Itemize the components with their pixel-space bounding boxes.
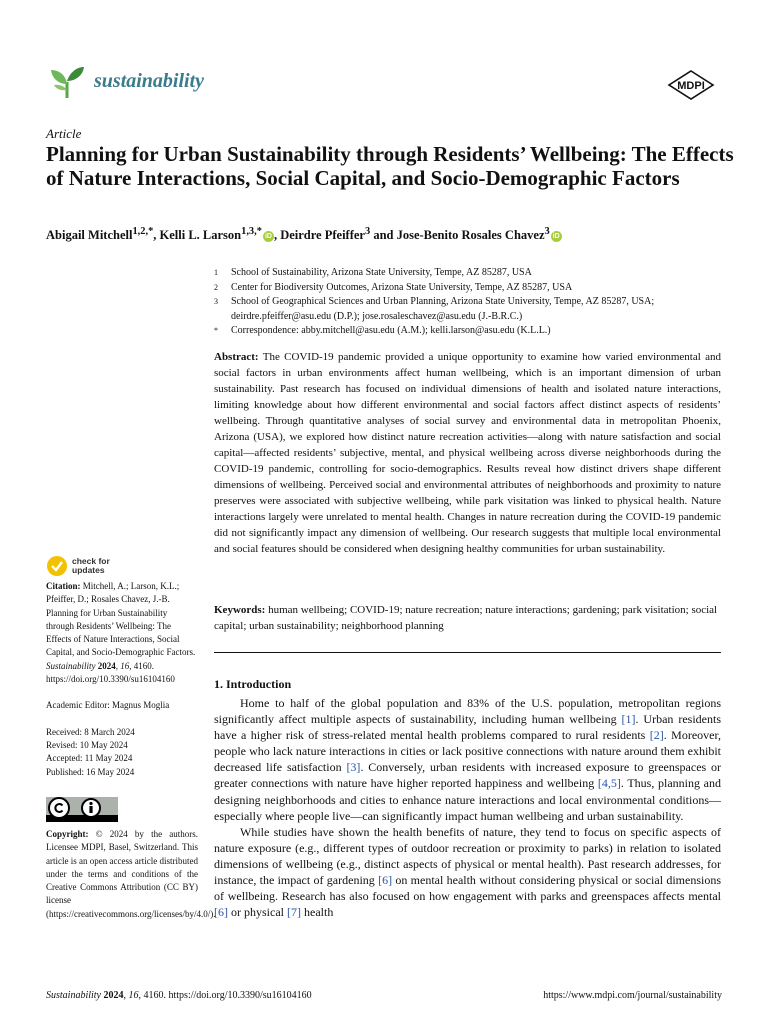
author-name: Abigail Mitchell (46, 228, 133, 243)
copyright-label: Copyright: (46, 829, 89, 839)
date-revised: Revised: 10 May 2024 (46, 739, 128, 750)
introduction-body (214, 695, 721, 920)
author-affiliation-marks: 1,2,* (132, 226, 154, 237)
keywords-text: human wellbeing; COVID-19; nature recreation; nature interactions; gardening; park visitation; social capital; urban sustainability; neighborhood planning (214, 604, 718, 632)
check-updates-line2: updates (72, 565, 105, 575)
author-list: Abigail Mitchell$^{1,2,*}$, Kelli L. Larson$^{1,3,*}$ iD , Deirdre Pfeiffer$^3$ and Jose-Benito Rosales Chavez$^3$ iD (46, 226, 560, 243)
footer-year: 2024 (103, 990, 124, 1001)
citation-link[interactable]: [3] (346, 760, 361, 775)
check-for-updates-badge[interactable] (46, 555, 110, 577)
citation-link[interactable]: [6] (378, 873, 393, 888)
citation: Citation: Mitchell, A.; Larson, K.L.; Pfeiffer, D.; Rosales Chavez, J.-B. Planning for Urban Sustainability through Residents’ Wellbeing: The Effects of Nature Interactions, Social Capital, and Socio-Demographic Factors. Sustainability 2024, 16, 4160. https://doi.org/10.3390/su16104160 (46, 581, 196, 685)
orcid-icon[interactable]: iD (552, 232, 560, 240)
check-updates-icon (46, 555, 68, 577)
copyright-text: © 2024 by the authors. Licensee MDPI, Basel, Switzerland. This article is an open access article distributed under the terms and conditions of the Creative Commons Attribution (CC BY) license (https://creativecommons.org/licenses/by/4.0/). (46, 829, 216, 919)
date-published: Published: 16 May 2024 (46, 766, 135, 777)
author-affiliation-marks: 1,3,* (241, 226, 262, 237)
citation-doi[interactable]: , 4160. https://doi.org/10.3390/su16104160 (46, 660, 175, 685)
affiliation-mark: * (214, 326, 218, 335)
affiliation-mark: 3 (214, 297, 218, 306)
section-divider (214, 652, 721, 653)
date-accepted: Accepted: 11 May 2024 (46, 753, 133, 764)
affiliation-text: Correspondence: abby.mitchell@asu.edu (A.M.); kelli.larson@asu.edu (K.L.L.) (231, 325, 551, 336)
affiliation-text: School of Sustainability, Arizona State University, Tempe, AZ 85287, USA (231, 267, 532, 278)
keywords (214, 602, 721, 634)
footer-journal-url[interactable]: https://www.mdpi.com/journal/sustainability (543, 990, 722, 1001)
author-affiliation-marks: 3 (544, 226, 550, 237)
cc-by-license-icon[interactable] (46, 797, 118, 822)
affiliation-text: School of Geographical Sciences and Urban Planning, Arizona State University, Tempe, AZ 85287, USA; deirdre.pfeiffer@asu.edu (D.P.); jose.rosaleschavez@asu.edu (J.-B.R.C.) (231, 296, 655, 322)
citation-year: 2024 (97, 660, 116, 671)
footer-volume: 16 (128, 990, 139, 1001)
citation-link[interactable]: [6] (214, 905, 228, 920)
citation-label: Citation: (46, 581, 81, 591)
author-name: Jose-Benito Rosales Chavez (396, 228, 545, 243)
affiliation-item (214, 266, 724, 281)
citation-text: Mitchell, A.; Larson, K.L.; Pfeiffer, D.; Rosales Chavez, J.-B. Planning for Urban Sustainability through Residents’ Wellbeing: The Effects of Nature Interactions, Social Capital, and Socio-Demographic Factors. (46, 581, 196, 658)
copyright-notice (46, 828, 216, 921)
citation-volume: 16 (120, 660, 130, 671)
sprout-logo-icon (48, 62, 86, 100)
keywords-label: Keywords: (214, 604, 266, 616)
journal-name[interactable]: sustainability (94, 69, 205, 92)
abstract-text: The COVID-19 pandemic provided a unique opportunity to examine how varied environmental and social factors in urban environments affect human wellbeing, which is an important dimension of urban sustainability. Past research has focused on individual dimensions of health and isolated nature interactions, limiting knowledge about how different environmental and social factors affect distinct aspects of residents’ wellbeing. Through quantitative analyses of social survey and environmental data in metropolitan Phoenix, Arizona (USA), we explored how distinct nature recreation activities—along with nature satisfaction and social capital—affected residents’ subjective, mental, and physical wellbeing across diverse neighborhoods during the COVID-19 pandemic, controlling for socio-demographics. Results reveal how distinct drivers shape different dimensions of wellbeing. Perceived social and environmental attributes of neighborhoods and proximity to nature preserves were associated with subjective wellbeing, while park visitation was linked to physical health. Nature interactions largely were unrelated to mental health. Changes in nature recreation during the COVID-19 pandemic did not significantly impact any dimension of wellbeing. Our research suggests that multiple local environmental and social features should be considered when designing healthy communities for urban sustainability. (214, 351, 721, 555)
affiliations (214, 266, 724, 339)
footer-citation: Sustainability 2024, 16, 4160. https://doi.org/10.3390/su16104160 (46, 990, 312, 1001)
publisher-logo-text: MDPI (677, 80, 705, 92)
affiliation-text: Center for Biodiversity Outcomes, Arizona State University, Tempe, AZ 85287, USA (231, 281, 573, 293)
abstract (214, 349, 721, 557)
paper-title: Planning for Urban Sustainability through Residents’ Wellbeing: The Effects of Nature Interactions, Social Capital, and Socio-Demographic Factors (46, 142, 734, 190)
citation-link[interactable]: [4,5] (597, 776, 621, 791)
citation-link[interactable]: [2] (649, 728, 664, 743)
affiliation-mark: 2 (214, 282, 218, 292)
author-affiliation-marks: 3 (364, 226, 371, 237)
mdpi-logo-icon[interactable] (667, 70, 715, 100)
article-type: Article (46, 126, 82, 141)
check-updates-line1: check for (72, 556, 110, 566)
journal-header (48, 62, 204, 100)
author-name: Deirdre Pfeiffer (280, 228, 365, 243)
citation-link[interactable]: [7] (287, 905, 301, 920)
body-paragraph: Home to half of the global population and 83% of the U.S. population, metropolitan regions significantly affect multiple aspects of sustainability, including human wellbeing [1]. Urban residents have a higher risk of stress-related mental health problems compared to rural residents [2]. Moreover, people who lack nature interactions in cities or lack positive connections with nature around them exhibit decreased life satisfaction [3]. Conversely, urban residents with increased exposure to greenspaces or greater connections with nature have higher reported happiness and wellbeing [4,5]. Thus, planning and designing neighborhoods and cities to enhance nature interactions and local environmental conditions—especially where people live—can significantly impact human wellbeing and urban sustainability. (214, 696, 722, 823)
date-received: Received: 8 March 2024 (46, 726, 135, 737)
academic-editor: Academic Editor: Magnus Moglia (46, 700, 170, 711)
author-name: Kelli L. Larson (159, 228, 242, 243)
abstract-label: Abstract: (214, 351, 259, 363)
affiliation-mark: 1 (214, 268, 218, 277)
sidebar-info (46, 580, 196, 779)
affiliation-item (214, 281, 724, 296)
section-heading: 1. Introduction (214, 677, 292, 691)
orcid-icon[interactable]: iD (264, 232, 272, 240)
affiliation-item (214, 324, 724, 339)
footer-journal: Sustainability (46, 990, 101, 1001)
footer-doi[interactable]: , 4160. https://doi.org/10.3390/su16104160 (138, 990, 312, 1001)
affiliation-item (214, 295, 724, 324)
citation-journal: Sustainability (46, 660, 96, 671)
body-paragraph: While studies have shown the health benefits of nature, they tend to focus on specific aspects of nature exposure (e.g., different types of outdoor recreation or proximity to parks) in relation to isolated dimensions of wellbeing (e.g., distinct aspects of physical or mental health). Past research addresses, for instance, the impact of gardening [6] on mental health without considering physical or social dimensions of wellbeing. Research has also focused on how engagement with parks and greenspaces affects mental [6] or physical [7] health (214, 824, 721, 920)
citation-link[interactable]: [1] (621, 712, 636, 727)
